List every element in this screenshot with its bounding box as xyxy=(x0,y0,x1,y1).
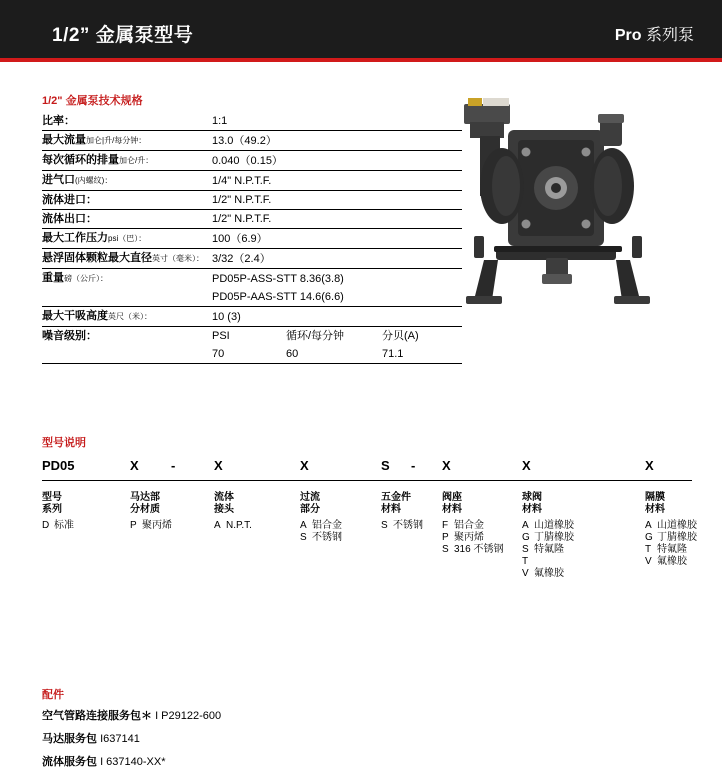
column-title-line1: 五金件 xyxy=(381,492,411,503)
spec-label-text: 每次循环的排量 xyxy=(42,154,119,166)
option-item xyxy=(42,520,74,532)
noise-values xyxy=(204,345,462,364)
option-item xyxy=(522,544,574,556)
model-code-segment-diaphragm: X xyxy=(645,458,654,473)
spec-label-unit: (内螺纹)： xyxy=(75,176,113,185)
spec-label-text: 流体进口： xyxy=(42,194,97,206)
model-code-column-seat xyxy=(442,492,503,556)
column-title-line1: 隔膜 xyxy=(645,492,665,503)
column-options xyxy=(645,520,697,568)
column-title-line2: 材料 xyxy=(442,504,462,515)
spec-label-text: 最大干吸高度 xyxy=(42,310,108,322)
spec-value: 1/4" N.P.T.F. xyxy=(204,171,462,191)
list-item xyxy=(42,753,221,768)
spec-label-unit: 英尺（米）： xyxy=(108,312,152,321)
column-title-line2: 分材质 xyxy=(130,504,160,515)
spec-label-unit: psi（巴）： xyxy=(108,234,147,243)
option-item xyxy=(214,520,252,532)
option-key: A xyxy=(300,520,307,531)
table-row xyxy=(42,151,462,171)
option-value: N.P.T. xyxy=(226,520,252,531)
noise-value-psi: 70 xyxy=(212,348,225,360)
table-row xyxy=(42,249,462,269)
column-title-line2: 部分 xyxy=(300,504,320,515)
spec-label-unit: 加仑|升/每分钟： xyxy=(86,136,147,145)
option-key: A xyxy=(214,520,221,531)
noise-label: 噪音级别： xyxy=(42,330,97,342)
column-title-line1: 马达部 xyxy=(130,492,160,503)
option-value: 聚丙烯 xyxy=(142,520,172,531)
spec-value: PD05P-AAS-STT 14.6(6.6) xyxy=(204,288,462,307)
option-value: 山道橡胶 xyxy=(534,520,574,531)
option-key: T xyxy=(645,544,652,555)
spec-label xyxy=(42,249,204,269)
spec-value: 1/2" N.P.T.F. xyxy=(204,191,462,210)
option-value: 聚丙烯 xyxy=(454,532,484,543)
model-code-column-wetted xyxy=(300,492,342,544)
option-value: 铝合金 xyxy=(454,520,484,531)
option-key: T xyxy=(522,556,529,567)
list-item xyxy=(42,730,221,746)
model-code-column-motor xyxy=(130,492,172,532)
column-title-line1: 流体 xyxy=(214,492,234,503)
noise-header-db: 分贝(A) xyxy=(382,330,419,342)
spec-label-text: 悬浮固体颗粒最大直径 xyxy=(42,252,152,264)
spec-value: 100（6.9） xyxy=(204,229,462,249)
option-key: G xyxy=(645,532,653,543)
option-value: 铝合金 xyxy=(312,520,342,531)
option-value: 丁腈橡胶 xyxy=(657,532,697,543)
option-value: 特氟隆 xyxy=(534,544,564,555)
option-value: 标准 xyxy=(54,520,74,531)
model-code-column-ball xyxy=(522,492,574,580)
spec-value: 1:1 xyxy=(204,112,462,131)
option-item xyxy=(442,544,503,556)
column-options xyxy=(381,520,423,532)
page-header xyxy=(0,0,722,62)
accessories-heading: 配件 xyxy=(42,689,64,701)
series-label xyxy=(615,22,694,45)
option-value: 特氟隆 xyxy=(657,544,687,555)
spec-label xyxy=(42,151,204,171)
spec-label xyxy=(42,112,204,131)
table-row xyxy=(42,210,462,229)
model-code-row xyxy=(42,458,692,478)
option-value: 氟橡胶 xyxy=(657,556,687,567)
column-title-line2: 材料 xyxy=(381,504,401,515)
spec-label-text: 最大流量 xyxy=(42,134,86,146)
option-item xyxy=(442,520,503,532)
spec-value: 10 (3) xyxy=(204,307,462,327)
column-title-line2: 系列 xyxy=(42,504,62,515)
model-code-block xyxy=(42,458,697,579)
spec-label-unit: 英寸（毫米）： xyxy=(152,254,204,263)
spec-label xyxy=(42,210,204,229)
column-title-line1: 球阀 xyxy=(522,492,542,503)
column-options xyxy=(214,520,252,532)
noise-header-psi: PSI xyxy=(212,330,230,342)
option-value: 山道橡胶 xyxy=(657,520,697,531)
noise-value-cycles: 60 xyxy=(286,348,299,360)
noise-value-label xyxy=(42,345,204,364)
option-value: 不锈钢 xyxy=(393,520,423,531)
spec-label-text: 重量 xyxy=(42,272,64,284)
accessory-name: 空气管路连接服务包＊ xyxy=(42,710,152,722)
spec-section-heading: 1/2" 金属泵技术规格 xyxy=(42,95,143,107)
column-title-line1: 型号 xyxy=(42,492,62,503)
table-row xyxy=(42,307,462,327)
accessory-name: 流体服务包 xyxy=(42,756,97,768)
option-item xyxy=(522,532,574,544)
spec-label xyxy=(42,288,204,307)
list-item xyxy=(42,707,221,723)
table-row xyxy=(42,269,462,289)
model-code-segment-wetted: X xyxy=(300,458,309,473)
option-item xyxy=(645,532,697,544)
table-row xyxy=(42,288,462,307)
spec-value: 0.040（0.15） xyxy=(204,151,462,171)
option-key: G xyxy=(522,532,530,543)
model-code-dash-2: - xyxy=(411,458,416,473)
option-item xyxy=(522,520,574,532)
option-item xyxy=(381,520,423,532)
spec-label xyxy=(42,307,204,327)
column-title-line1: 阀座 xyxy=(442,492,462,503)
pump-product-image xyxy=(450,96,680,346)
table-row xyxy=(42,131,462,151)
model-code-segment-motor: X xyxy=(130,458,139,473)
table-row-noise-header xyxy=(42,327,462,346)
model-code-segment-hardware: S xyxy=(381,458,390,473)
option-value: 丁腈橡胶 xyxy=(534,532,574,543)
option-item xyxy=(645,556,697,568)
spec-label-text: 流体出口： xyxy=(42,213,97,225)
column-options xyxy=(42,520,74,532)
model-code-segment-connector: X xyxy=(214,458,223,473)
option-item xyxy=(442,532,503,544)
accessory-name: 马达服务包 xyxy=(42,733,97,745)
spec-label xyxy=(42,229,204,249)
column-options xyxy=(442,520,503,556)
model-code-column-diaphragm xyxy=(645,492,697,568)
model-code-segment-series: PD05 xyxy=(42,458,75,473)
model-code-divider xyxy=(42,480,692,481)
spec-label xyxy=(42,269,204,289)
spec-label-unit: 加仑/升： xyxy=(119,156,154,165)
table-row-noise-values xyxy=(42,345,462,364)
option-item xyxy=(300,532,342,544)
column-options xyxy=(522,520,574,580)
accessory-part: I637141 xyxy=(100,733,140,745)
option-key: S xyxy=(381,520,388,531)
option-value: 不锈钢 xyxy=(312,532,342,543)
table-row xyxy=(42,191,462,210)
table-row xyxy=(42,112,462,131)
table-row xyxy=(42,229,462,249)
option-key: D xyxy=(42,520,50,531)
model-code-heading: 型号说明 xyxy=(42,437,86,449)
column-title-line2: 接头 xyxy=(214,504,234,515)
option-key: F xyxy=(442,520,449,531)
accessory-part: I P29122-600 xyxy=(155,710,222,722)
option-item xyxy=(645,520,697,532)
column-title-line2: 材料 xyxy=(645,504,665,515)
option-key: P xyxy=(130,520,137,531)
table-row xyxy=(42,171,462,191)
option-item xyxy=(300,520,342,532)
option-key: V xyxy=(522,568,529,579)
model-code-column-hardware xyxy=(381,492,423,532)
accessories-list xyxy=(42,700,221,768)
spec-value: PD05P-ASS-STT 8.36(3.8) xyxy=(212,273,344,285)
column-title-line1: 过流 xyxy=(300,492,320,503)
option-key: A xyxy=(645,520,652,531)
spec-label xyxy=(42,191,204,210)
column-options xyxy=(300,520,342,544)
model-code-column-connector xyxy=(214,492,252,532)
spec-table xyxy=(42,112,462,364)
spec-label-text: 最大工作压力 xyxy=(42,232,108,244)
column-options xyxy=(130,520,172,532)
option-key: A xyxy=(522,520,529,531)
option-value: 316 不锈钢 xyxy=(454,544,504,555)
spec-label xyxy=(42,171,204,191)
option-key: S xyxy=(442,544,449,555)
noise-headers xyxy=(204,327,462,346)
page-title: 1/2” 金属泵型号 xyxy=(52,25,194,46)
option-key: S xyxy=(300,532,307,543)
spec-value: 3/32（2.4） xyxy=(204,249,462,269)
noise-value-db: 71.1 xyxy=(382,348,404,360)
spec-label-text: 比率： xyxy=(42,115,75,127)
option-key: V xyxy=(645,556,652,567)
option-item xyxy=(522,568,574,580)
option-value: 氟橡胶 xyxy=(534,568,564,579)
model-code-segment-ball: X xyxy=(522,458,531,473)
series-label-thin: 系列泵 xyxy=(641,27,694,44)
option-item xyxy=(130,520,172,532)
model-code-column-series xyxy=(42,492,74,532)
option-key: P xyxy=(442,532,449,543)
column-title-line2: 材料 xyxy=(522,504,542,515)
spec-label-unit: 磅（公斤）： xyxy=(64,274,108,283)
option-key: S xyxy=(522,544,529,555)
series-label-bold: Pro xyxy=(614,27,642,44)
model-code-dash-1: - xyxy=(171,458,176,473)
spec-value: 1/2" N.P.T.F. xyxy=(204,210,462,229)
pump-illustration xyxy=(450,96,680,346)
spec-label xyxy=(42,131,204,151)
noise-header-cycles: 循环/每分钟 xyxy=(286,330,345,342)
option-item xyxy=(522,556,574,568)
model-code-segment-seat: X xyxy=(442,458,451,473)
accessory-part: I 637140-XX* xyxy=(100,756,166,768)
option-item xyxy=(645,544,697,556)
spec-value: 13.0（49.2） xyxy=(204,131,462,151)
spec-label-text: 进气口 xyxy=(42,174,75,186)
